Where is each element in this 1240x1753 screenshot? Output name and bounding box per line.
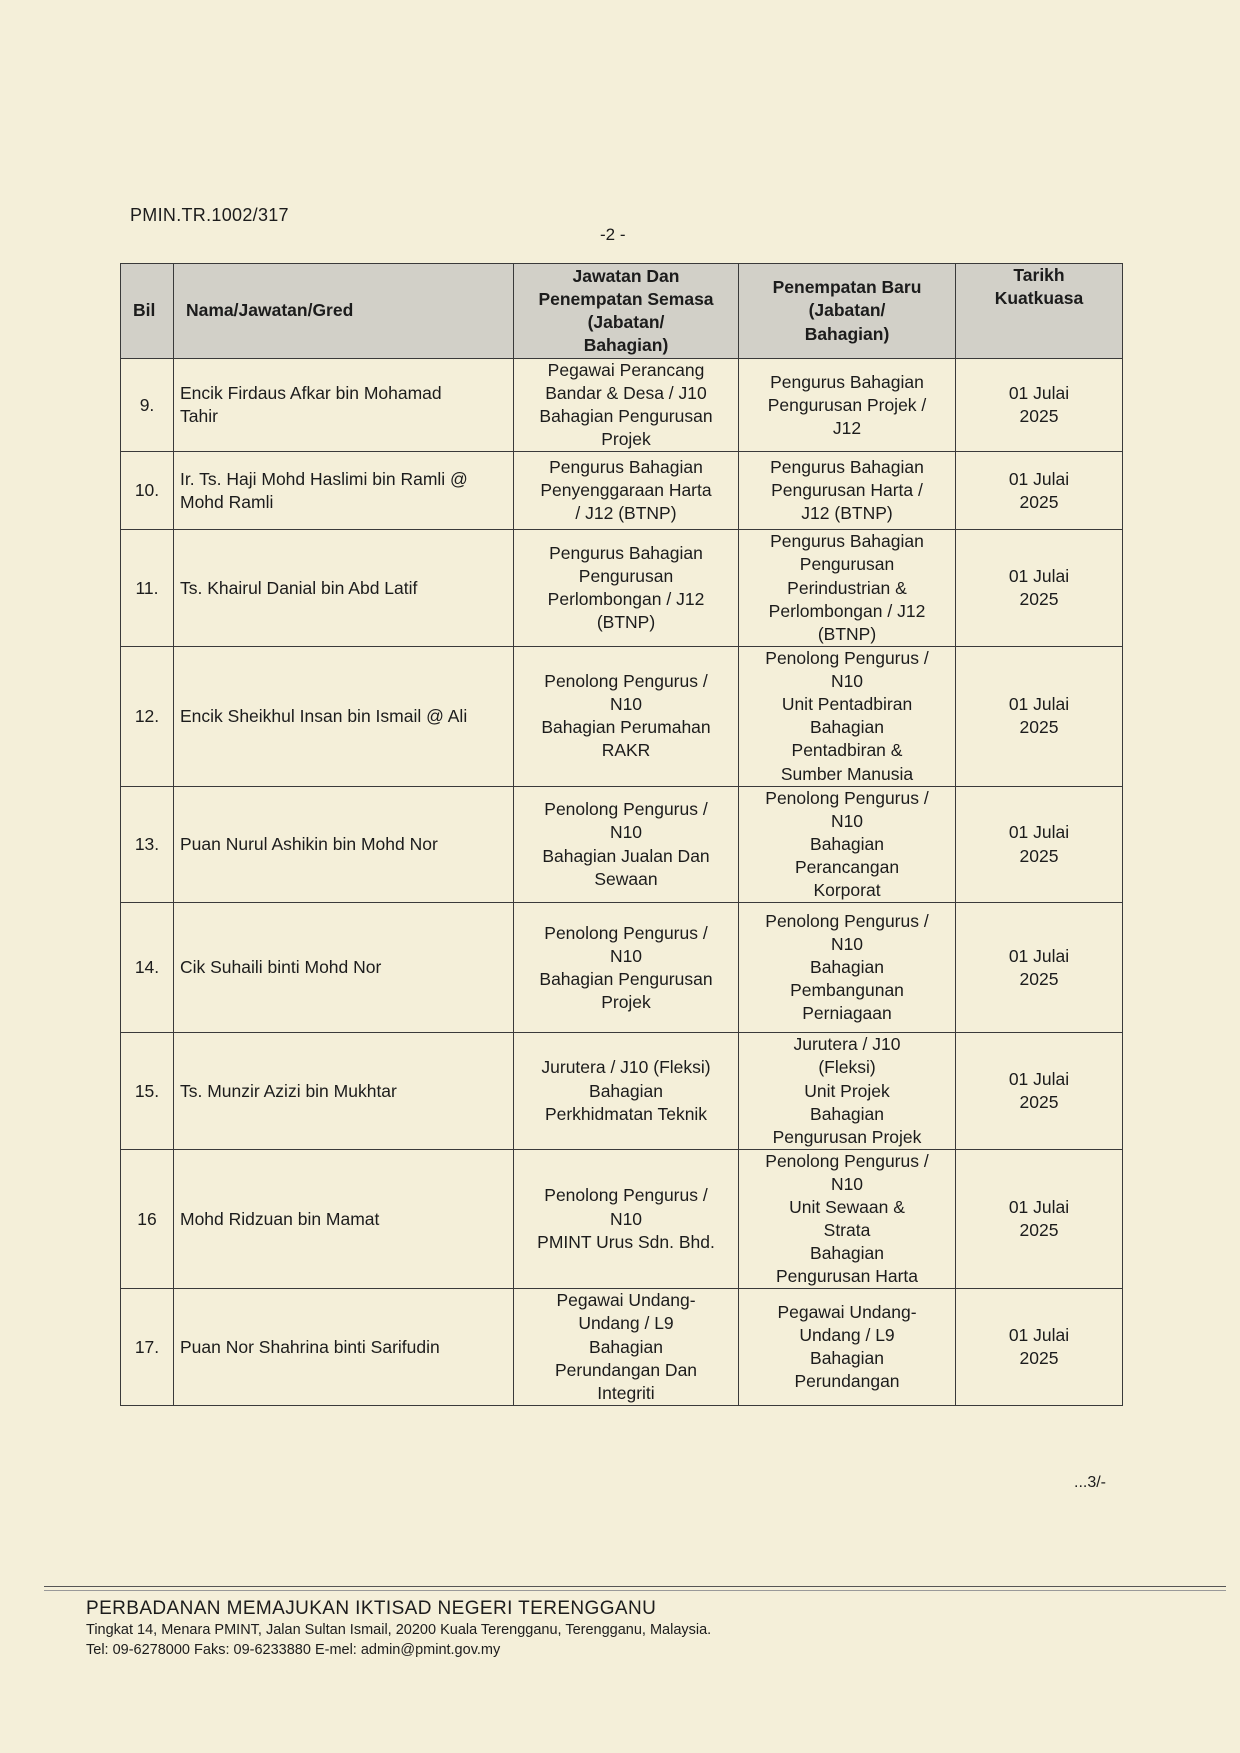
current-posting: Pengurus Bahagian Penyenggaraan Harta / J12 (BTNP)	[514, 452, 739, 530]
row-number: 13.	[121, 786, 174, 902]
staff-name: Ir. Ts. Haji Mohd Haslimi bin Ramli @ Mohd Ramli	[174, 452, 514, 530]
table-row	[121, 359, 1123, 452]
new-posting: Pegawai Undang- Undang / L9 Bahagian Perundangan	[739, 1289, 956, 1405]
effective-date: 01 Julai 2025	[956, 786, 1123, 902]
current-posting: Penolong Pengurus / N10 Bahagian Perumahan RAKR	[514, 646, 739, 786]
row-number: 9.	[121, 359, 174, 452]
table-row	[121, 1289, 1123, 1405]
staff-name: Puan Nurul Ashikin bin Mohd Nor	[174, 786, 514, 902]
staff-name: Cik Suhaili binti Mohd Nor	[174, 903, 514, 1033]
header-new-posting: Penempatan Baru (Jabatan/ Bahagian)	[739, 264, 956, 359]
effective-date: 01 Julai 2025	[956, 1033, 1123, 1149]
effective-date: 01 Julai 2025	[956, 903, 1123, 1033]
staff-name: Puan Nor Shahrina binti Sarifudin	[174, 1289, 514, 1405]
current-posting: Pegawai Perancang Bandar & Desa / J10 Bahagian Pengurusan Projek	[514, 359, 739, 452]
header-effective-date: Tarikh Kuatkuasa	[956, 264, 1123, 359]
effective-date: 01 Julai 2025	[956, 359, 1123, 452]
current-posting: Pegawai Undang- Undang / L9 Bahagian Perundangan Dan Integriti	[514, 1289, 739, 1405]
effective-date: 01 Julai 2025	[956, 646, 1123, 786]
table-row	[121, 530, 1123, 646]
footer-divider	[44, 1586, 1226, 1587]
continuation-marker: ...3/-	[1074, 1474, 1107, 1491]
effective-date: 01 Julai 2025	[956, 1289, 1123, 1405]
header-current-posting: Jawatan Dan Penempatan Semasa (Jabatan/ Bahagian)	[514, 264, 739, 359]
current-posting: Penolong Pengurus / N10 Bahagian Pengurusan Projek	[514, 903, 739, 1033]
table-row	[121, 1149, 1123, 1289]
effective-date: 01 Julai 2025	[956, 530, 1123, 646]
row-number: 11.	[121, 530, 174, 646]
current-posting: Penolong Pengurus / N10 PMINT Urus Sdn. Bhd.	[514, 1149, 739, 1289]
header-name: Nama/Jawatan/Gred	[174, 264, 514, 359]
footer-contact: Tel: 09-6278000 Faks: 09-6233880 E-mel: admin@pmint.gov.my	[86, 1642, 501, 1658]
footer-organization: PERBADANAN MEMAJUKAN IKTISAD NEGERI TERENGGANU	[86, 1598, 657, 1619]
table-row	[121, 646, 1123, 786]
footer-divider-secondary	[44, 1590, 1226, 1591]
staff-name: Encik Firdaus Afkar bin Mohamad Tahir	[174, 359, 514, 452]
row-number: 14.	[121, 903, 174, 1033]
new-posting: Penolong Pengurus / N10 Unit Sewaan & Strata Bahagian Pengurusan Harta	[739, 1149, 956, 1289]
table-row	[121, 786, 1123, 902]
row-number: 17.	[121, 1289, 174, 1405]
new-posting: Pengurus Bahagian Pengurusan Projek / J12	[739, 359, 956, 452]
staff-name: Encik Sheikhul Insan bin Ismail @ Ali	[174, 646, 514, 786]
current-posting: Pengurus Bahagian Pengurusan Perlombongan / J12 (BTNP)	[514, 530, 739, 646]
new-posting: Jurutera / J10 (Fleksi) Unit Projek Bahagian Pengurusan Projek	[739, 1033, 956, 1149]
new-posting: Pengurus Bahagian Pengurusan Perindustrian & Perlombongan / J12 (BTNP)	[739, 530, 956, 646]
staff-name: Ts. Munzir Azizi bin Mukhtar	[174, 1033, 514, 1149]
current-posting: Penolong Pengurus / N10 Bahagian Jualan Dan Sewaan	[514, 786, 739, 902]
new-posting: Pengurus Bahagian Pengurusan Harta / J12 (BTNP)	[739, 452, 956, 530]
current-posting: Jurutera / J10 (Fleksi) Bahagian Perkhidmatan Teknik	[514, 1033, 739, 1149]
effective-date: 01 Julai 2025	[956, 1149, 1123, 1289]
staff-name: Ts. Khairul Danial bin Abd Latif	[174, 530, 514, 646]
row-number: 16	[121, 1149, 174, 1289]
new-posting: Penolong Pengurus / N10 Unit Pentadbiran Bahagian Pentadbiran & Sumber Manusia	[739, 646, 956, 786]
table-row	[121, 452, 1123, 530]
row-number: 15.	[121, 1033, 174, 1149]
row-number: 12.	[121, 646, 174, 786]
header-bil: Bil	[121, 264, 174, 359]
staff-name: Mohd Ridzuan bin Mamat	[174, 1149, 514, 1289]
table-row	[121, 903, 1123, 1033]
transfer-table	[120, 263, 1123, 1406]
row-number: 10.	[121, 452, 174, 530]
reference-number: PMIN.TR.1002/317	[130, 205, 289, 225]
effective-date: 01 Julai 2025	[956, 452, 1123, 530]
footer-address: Tingkat 14, Menara PMINT, Jalan Sultan Ismail, 20200 Kuala Terengganu, Terengganu, Malaysia.	[86, 1622, 712, 1638]
new-posting: Penolong Pengurus / N10 Bahagian Pembangunan Perniagaan	[739, 903, 956, 1033]
table-header-row	[121, 264, 1123, 359]
table-row	[121, 1033, 1123, 1149]
new-posting: Penolong Pengurus / N10 Bahagian Perancangan Korporat	[739, 786, 956, 902]
page-number: -2 -	[600, 225, 626, 244]
